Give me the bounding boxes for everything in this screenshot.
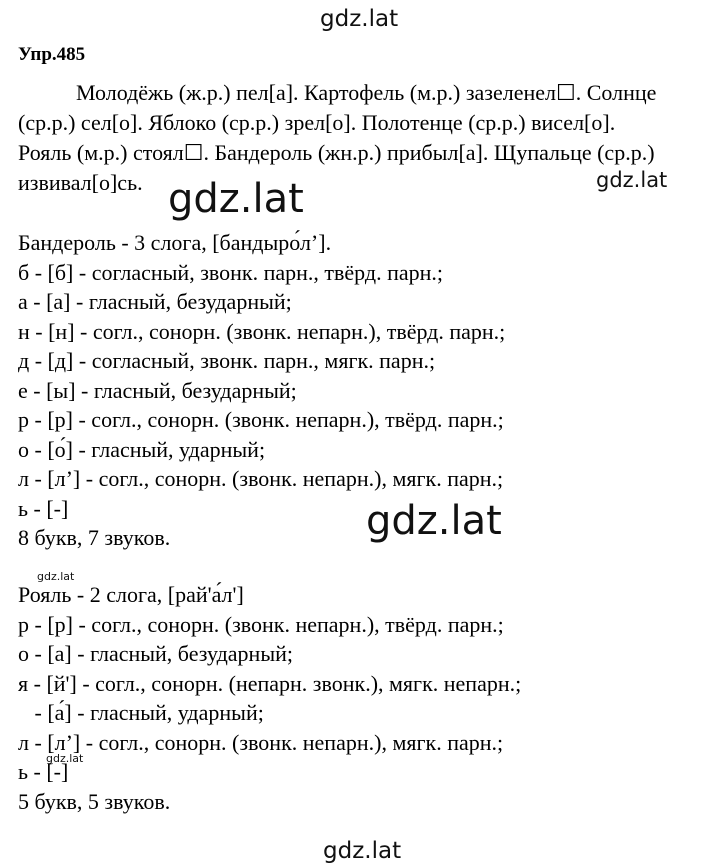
paragraph-line: Рояль (м.р.) стоял☐. Бандероль (жн.р.) прибыл[а]. Щупальце (ср.р.) [18, 140, 655, 165]
watermark-small: gdz.lat [46, 752, 84, 765]
analysis-line: о - [о́] - гласный, ударный; [18, 436, 266, 462]
analysis-line: е - [ы] - гласный, безударный; [18, 377, 297, 403]
analysis-line: ь - [-] [18, 495, 69, 521]
analysis-line: д - [д] - согласный, звонк. парн., мягк. парн.; [18, 348, 436, 373]
watermark-large: gdz.lat [168, 176, 304, 222]
analysis-line: о - [а] - гласный, безударный; [18, 641, 293, 666]
analysis-line: б - [б] - согласный, звонк. парн., твёрд. парн.; [18, 259, 443, 285]
analysis-line: Бандероль - 3 слога, [бандыро́л’]. [18, 230, 332, 255]
analysis-line: - [а́] - гласный, ударный; [18, 700, 264, 725]
analysis-line: н - [н] - согл., сонорн. (звонк. непарн.), твёрд. парн.; [18, 318, 506, 344]
analysis-line: я - [й'] - согл., сонорн. (непарн. звонк.), мягк. непарн.; [18, 670, 522, 696]
analysis-line: л - [л’] - согл., сонорн. (звонк. непарн.), мягк. парн.; [18, 466, 504, 491]
analysis-line: р - [р] - согл., сонорн. (звонк. непарн.), твёрд. парн.; [18, 611, 504, 637]
analysis-summary: 5 букв, 5 звуков. [18, 788, 171, 814]
analysis-line: р - [р] - согл., сонорн. (звонк. непарн.), твёрд. парн.; [18, 407, 504, 432]
analysis-line: а - [а] - гласный, безударный; [18, 289, 292, 314]
watermark-bottom: gdz.lat [323, 838, 402, 864]
exercise-heading: Упр.485 [18, 44, 86, 65]
paragraph-line: Молодёжь (ж.р.) пел[а]. Картофель (м.р.) зазеленел☐. Солнце [76, 80, 657, 105]
paragraph-line: извивал[о]сь. [18, 170, 143, 195]
watermark-small: gdz.lat [37, 570, 75, 583]
analysis-line: л - [л’] - согл., сонорн. (звонк. непарн.), мягк. парн.; [18, 729, 504, 755]
paragraph-line: (ср.р.) сел[о]. Яблоко (ср.р.) зрел[о]. Полотенце (ср.р.) висел[о]. [18, 110, 616, 135]
watermark-top: gdz.lat [320, 6, 399, 32]
analysis-line: Рояль - 2 слога, [рай'а́л'] [18, 582, 244, 607]
watermark-right: gdz.lat [596, 168, 668, 192]
analysis-summary: 8 букв, 7 звуков. [18, 525, 171, 550]
analysis-line: ь - [-] [18, 759, 69, 784]
analysis-royal [18, 580, 521, 816]
watermark-large: gdz.lat [366, 498, 502, 544]
